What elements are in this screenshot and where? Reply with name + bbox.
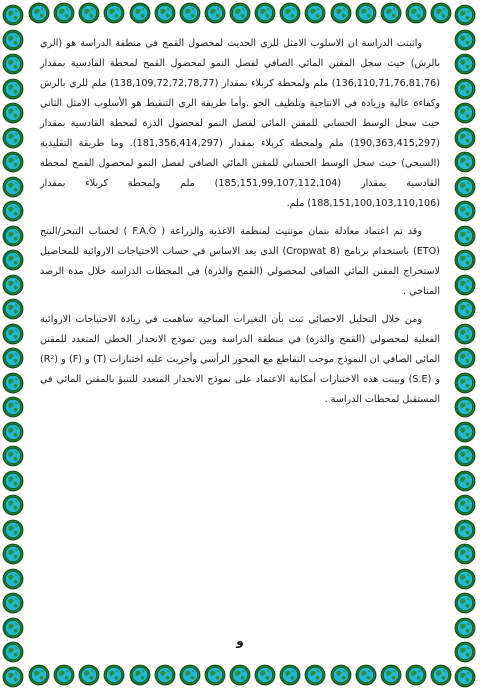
- globe-ornament-icon: [454, 249, 476, 271]
- globe-ornament-icon: [2, 347, 24, 369]
- globe-ornament-icon: [279, 2, 301, 24]
- globe-ornament-icon: [380, 2, 402, 24]
- globe-ornament-icon: [454, 494, 476, 516]
- globe-ornament-icon: [454, 78, 476, 100]
- globe-ornament-icon: [179, 664, 201, 686]
- globe-ornament-icon: [2, 494, 24, 516]
- globe-ornament-icon: [2, 470, 24, 492]
- globe-ornament-icon: [405, 2, 427, 24]
- globe-ornament-icon: [2, 127, 24, 149]
- globe-ornament-icon: [454, 53, 476, 75]
- globe-ornament-icon: [454, 666, 476, 688]
- globe-ornament-icon: [2, 568, 24, 590]
- globe-ornament-icon: [2, 592, 24, 614]
- globe-ornament-icon: [2, 396, 24, 418]
- globe-ornament-icon: [454, 445, 476, 467]
- globe-ornament-icon: [2, 151, 24, 173]
- globe-ornament-icon: [2, 225, 24, 247]
- globe-ornament-icon: [2, 29, 24, 51]
- globe-ornament-icon: [454, 200, 476, 222]
- left-border: [2, 4, 26, 688]
- paragraph-methodology: وقد تم اعتماد معادلة بنمان مونتيث لمنظمة الاغذية والزراعة ( F.A.O ) لحساب التبخر/النتح (ETO) باستخدام برنامج (Cropwat 8) الذي يعد الاساس في حساب الاحتياجات الاروائية للمحاصيل لاستخراج المقنن المائي الصافي لمحصولي (القمح والذرة) في المحطات الدراسه خلال مدة الرصد المناخي .: [40, 226, 440, 297]
- globe-ornament-icon: [430, 2, 452, 24]
- globe-ornament-icon: [2, 372, 24, 394]
- top-border: [28, 2, 452, 26]
- globe-ornament-icon: [229, 2, 251, 24]
- globe-ornament-icon: [78, 2, 100, 24]
- globe-ornament-icon: [53, 2, 75, 24]
- globe-ornament-icon: [454, 176, 476, 198]
- globe-ornament-icon: [454, 372, 476, 394]
- globe-ornament-icon: [154, 664, 176, 686]
- globe-ornament-icon: [330, 2, 352, 24]
- globe-ornament-icon: [2, 102, 24, 124]
- globe-ornament-icon: [2, 53, 24, 75]
- globe-ornament-icon: [129, 664, 151, 686]
- globe-ornament-icon: [2, 4, 24, 26]
- globe-ornament-icon: [454, 519, 476, 541]
- globe-ornament-icon: [454, 568, 476, 590]
- globe-ornament-icon: [355, 664, 377, 686]
- globe-ornament-icon: [454, 421, 476, 443]
- paragraph-statistics: ومن خلال التحليل الاحصائي ثبت بأن التغيرات المناخية ساهمت في زيادة الاحتياجات الاروائية الفعلية لمحصولي (القمح والذرة) في منطقة الدراسة وبين نموذج الانحدار الخطي المتعدد للمقنن المائي الصافي ان النموذج موجب التقاطع مع المحور الرأسي وأجريت عليه اختبارات (T) و (F) و (R²) و (S.E) وبينت هذه الاختبارات أمكانية الاعتماد على نموذج الانحدار المتعدد للتنبؤ بالمقنن المائي في المستقبل لمحطات الدراسة .: [40, 314, 440, 405]
- page-number: و: [236, 634, 244, 648]
- globe-ornament-icon: [454, 543, 476, 565]
- globe-ornament-icon: [454, 29, 476, 51]
- globe-ornament-icon: [2, 274, 24, 296]
- globe-ornament-icon: [28, 664, 50, 686]
- globe-ornament-icon: [454, 396, 476, 418]
- globe-ornament-icon: [355, 2, 377, 24]
- globe-ornament-icon: [204, 664, 226, 686]
- globe-ornament-icon: [304, 664, 326, 686]
- globe-ornament-icon: [454, 4, 476, 26]
- globe-ornament-icon: [179, 2, 201, 24]
- globe-ornament-icon: [2, 298, 24, 320]
- body-text: [40, 34, 440, 418]
- globe-ornament-icon: [78, 664, 100, 686]
- globe-ornament-icon: [454, 127, 476, 149]
- globe-ornament-icon: [405, 664, 427, 686]
- globe-ornament-icon: [2, 176, 24, 198]
- paragraph-findings: واثبتت الدراسة ان الاسلوب الامثل للري الحديث لمحصول القمح في منطقة الدراسة هو (الري بالرش) حيث سجل المقنن المائي الصافي لفصل النمو لمحصول القمح لمحطة القادسية بمقدار (136,110,71,76,81,76) ملم ولمحطة كربلاء بمقدار (138,109,72,72,78,77) ملم للري بالرش وكفاءة عالية وزيادة في الانتاجية وتلطيف الجو .وأما طريقة الري التنقيط هو الأسلوب الامثل الثاني حيث سجل الوسط الحسابي للمقنن المائي لفصل النمو لمحصول الذرة لمحطة القادسية بمقدار (190,363,415,297) ملم ولمحطة كربلاء بمقدار (181,356,414,297). وما طريقة التقليدية (السيحي) حيث سجل الوسط الحسابي للمقنن المائي الصافي لفصل النمو لمحصول القمح لمحطة القادسية بمقدار (185,151,99,107,112,104) ملم ولمحطة كربلاء بمقدار (188,151,100,103,110,106) ملم.: [40, 38, 440, 209]
- globe-ornament-icon: [454, 592, 476, 614]
- globe-ornament-icon: [430, 664, 452, 686]
- globe-ornament-icon: [454, 347, 476, 369]
- globe-ornament-icon: [2, 445, 24, 467]
- globe-ornament-icon: [2, 78, 24, 100]
- globe-ornament-icon: [28, 2, 50, 24]
- globe-ornament-icon: [103, 2, 125, 24]
- globe-ornament-icon: [2, 249, 24, 271]
- globe-ornament-icon: [254, 664, 276, 686]
- globe-ornament-icon: [254, 2, 276, 24]
- globe-ornament-icon: [2, 421, 24, 443]
- globe-ornament-icon: [129, 2, 151, 24]
- globe-ornament-icon: [454, 298, 476, 320]
- globe-ornament-icon: [2, 323, 24, 345]
- globe-ornament-icon: [279, 664, 301, 686]
- globe-ornament-icon: [380, 664, 402, 686]
- globe-ornament-icon: [103, 664, 125, 686]
- globe-ornament-icon: [304, 2, 326, 24]
- globe-ornament-icon: [229, 664, 251, 686]
- globe-ornament-icon: [204, 2, 226, 24]
- globe-ornament-icon: [53, 664, 75, 686]
- globe-ornament-icon: [454, 323, 476, 345]
- bottom-border: [28, 664, 452, 688]
- right-border: [454, 4, 478, 688]
- globe-ornament-icon: [154, 2, 176, 24]
- globe-ornament-icon: [454, 151, 476, 173]
- globe-ornament-icon: [454, 274, 476, 296]
- globe-ornament-icon: [454, 225, 476, 247]
- globe-ornament-icon: [454, 470, 476, 492]
- globe-ornament-icon: [454, 102, 476, 124]
- globe-ornament-icon: [330, 664, 352, 686]
- globe-ornament-icon: [2, 666, 24, 688]
- globe-ornament-icon: [2, 519, 24, 541]
- globe-ornament-icon: [2, 543, 24, 565]
- globe-ornament-icon: [2, 200, 24, 222]
